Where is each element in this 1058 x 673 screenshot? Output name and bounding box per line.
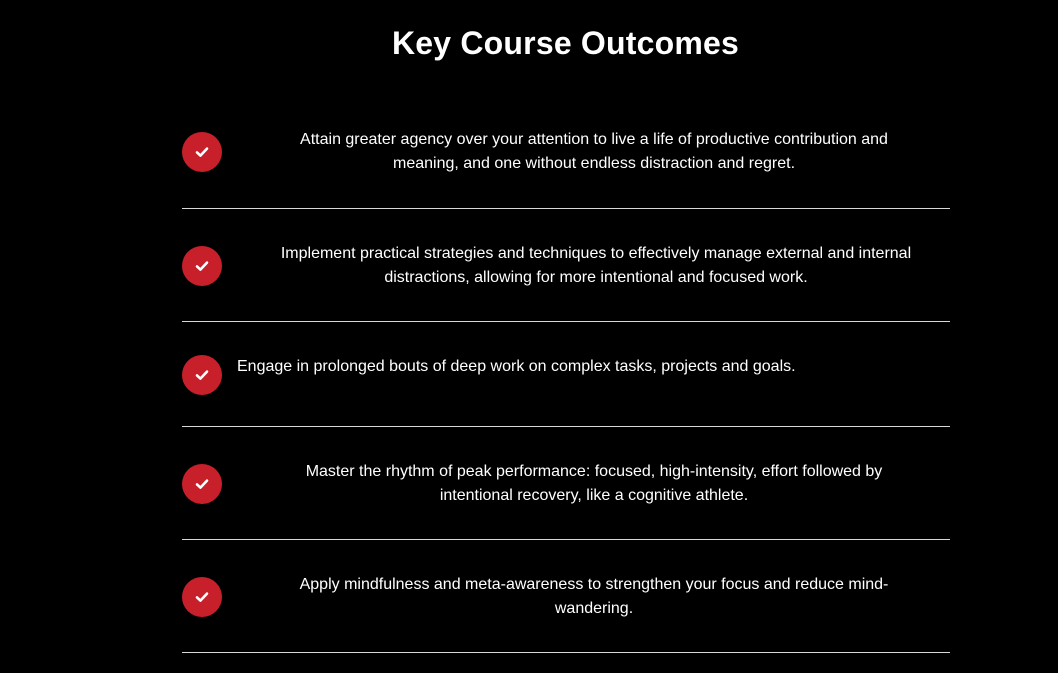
list-item bbox=[182, 540, 950, 653]
outcome-text: Master the rhythm of peak performance: focused, high-intensity, effort followed by intentional recovery, like a cognitive athlete. bbox=[305, 463, 883, 504]
list-item bbox=[182, 322, 950, 427]
check-icon bbox=[182, 132, 222, 172]
page-title: Key Course Outcomes bbox=[391, 25, 740, 61]
outcome-text: Implement practical strategies and techniques to effectively manage external and internal distractions, allowing for more intentional and focused work. bbox=[280, 245, 912, 286]
list-item bbox=[182, 95, 950, 209]
outcome-text: Attain greater agency over your attention to live a life of productive contribution and meaning, and one without endless distraction and regret. bbox=[300, 131, 888, 172]
outcome-text: Apply mindfulness and meta-awareness to strengthen your focus and reduce mind-wandering. bbox=[299, 576, 889, 617]
outcomes-list bbox=[182, 95, 950, 653]
check-icon bbox=[182, 246, 222, 286]
outcome-text: Engage in prolonged bouts of deep work on complex tasks, projects and goals. bbox=[237, 358, 796, 375]
list-item bbox=[182, 427, 950, 540]
check-icon bbox=[182, 355, 222, 395]
list-item bbox=[182, 209, 950, 322]
check-icon bbox=[182, 464, 222, 504]
check-icon bbox=[182, 577, 222, 617]
